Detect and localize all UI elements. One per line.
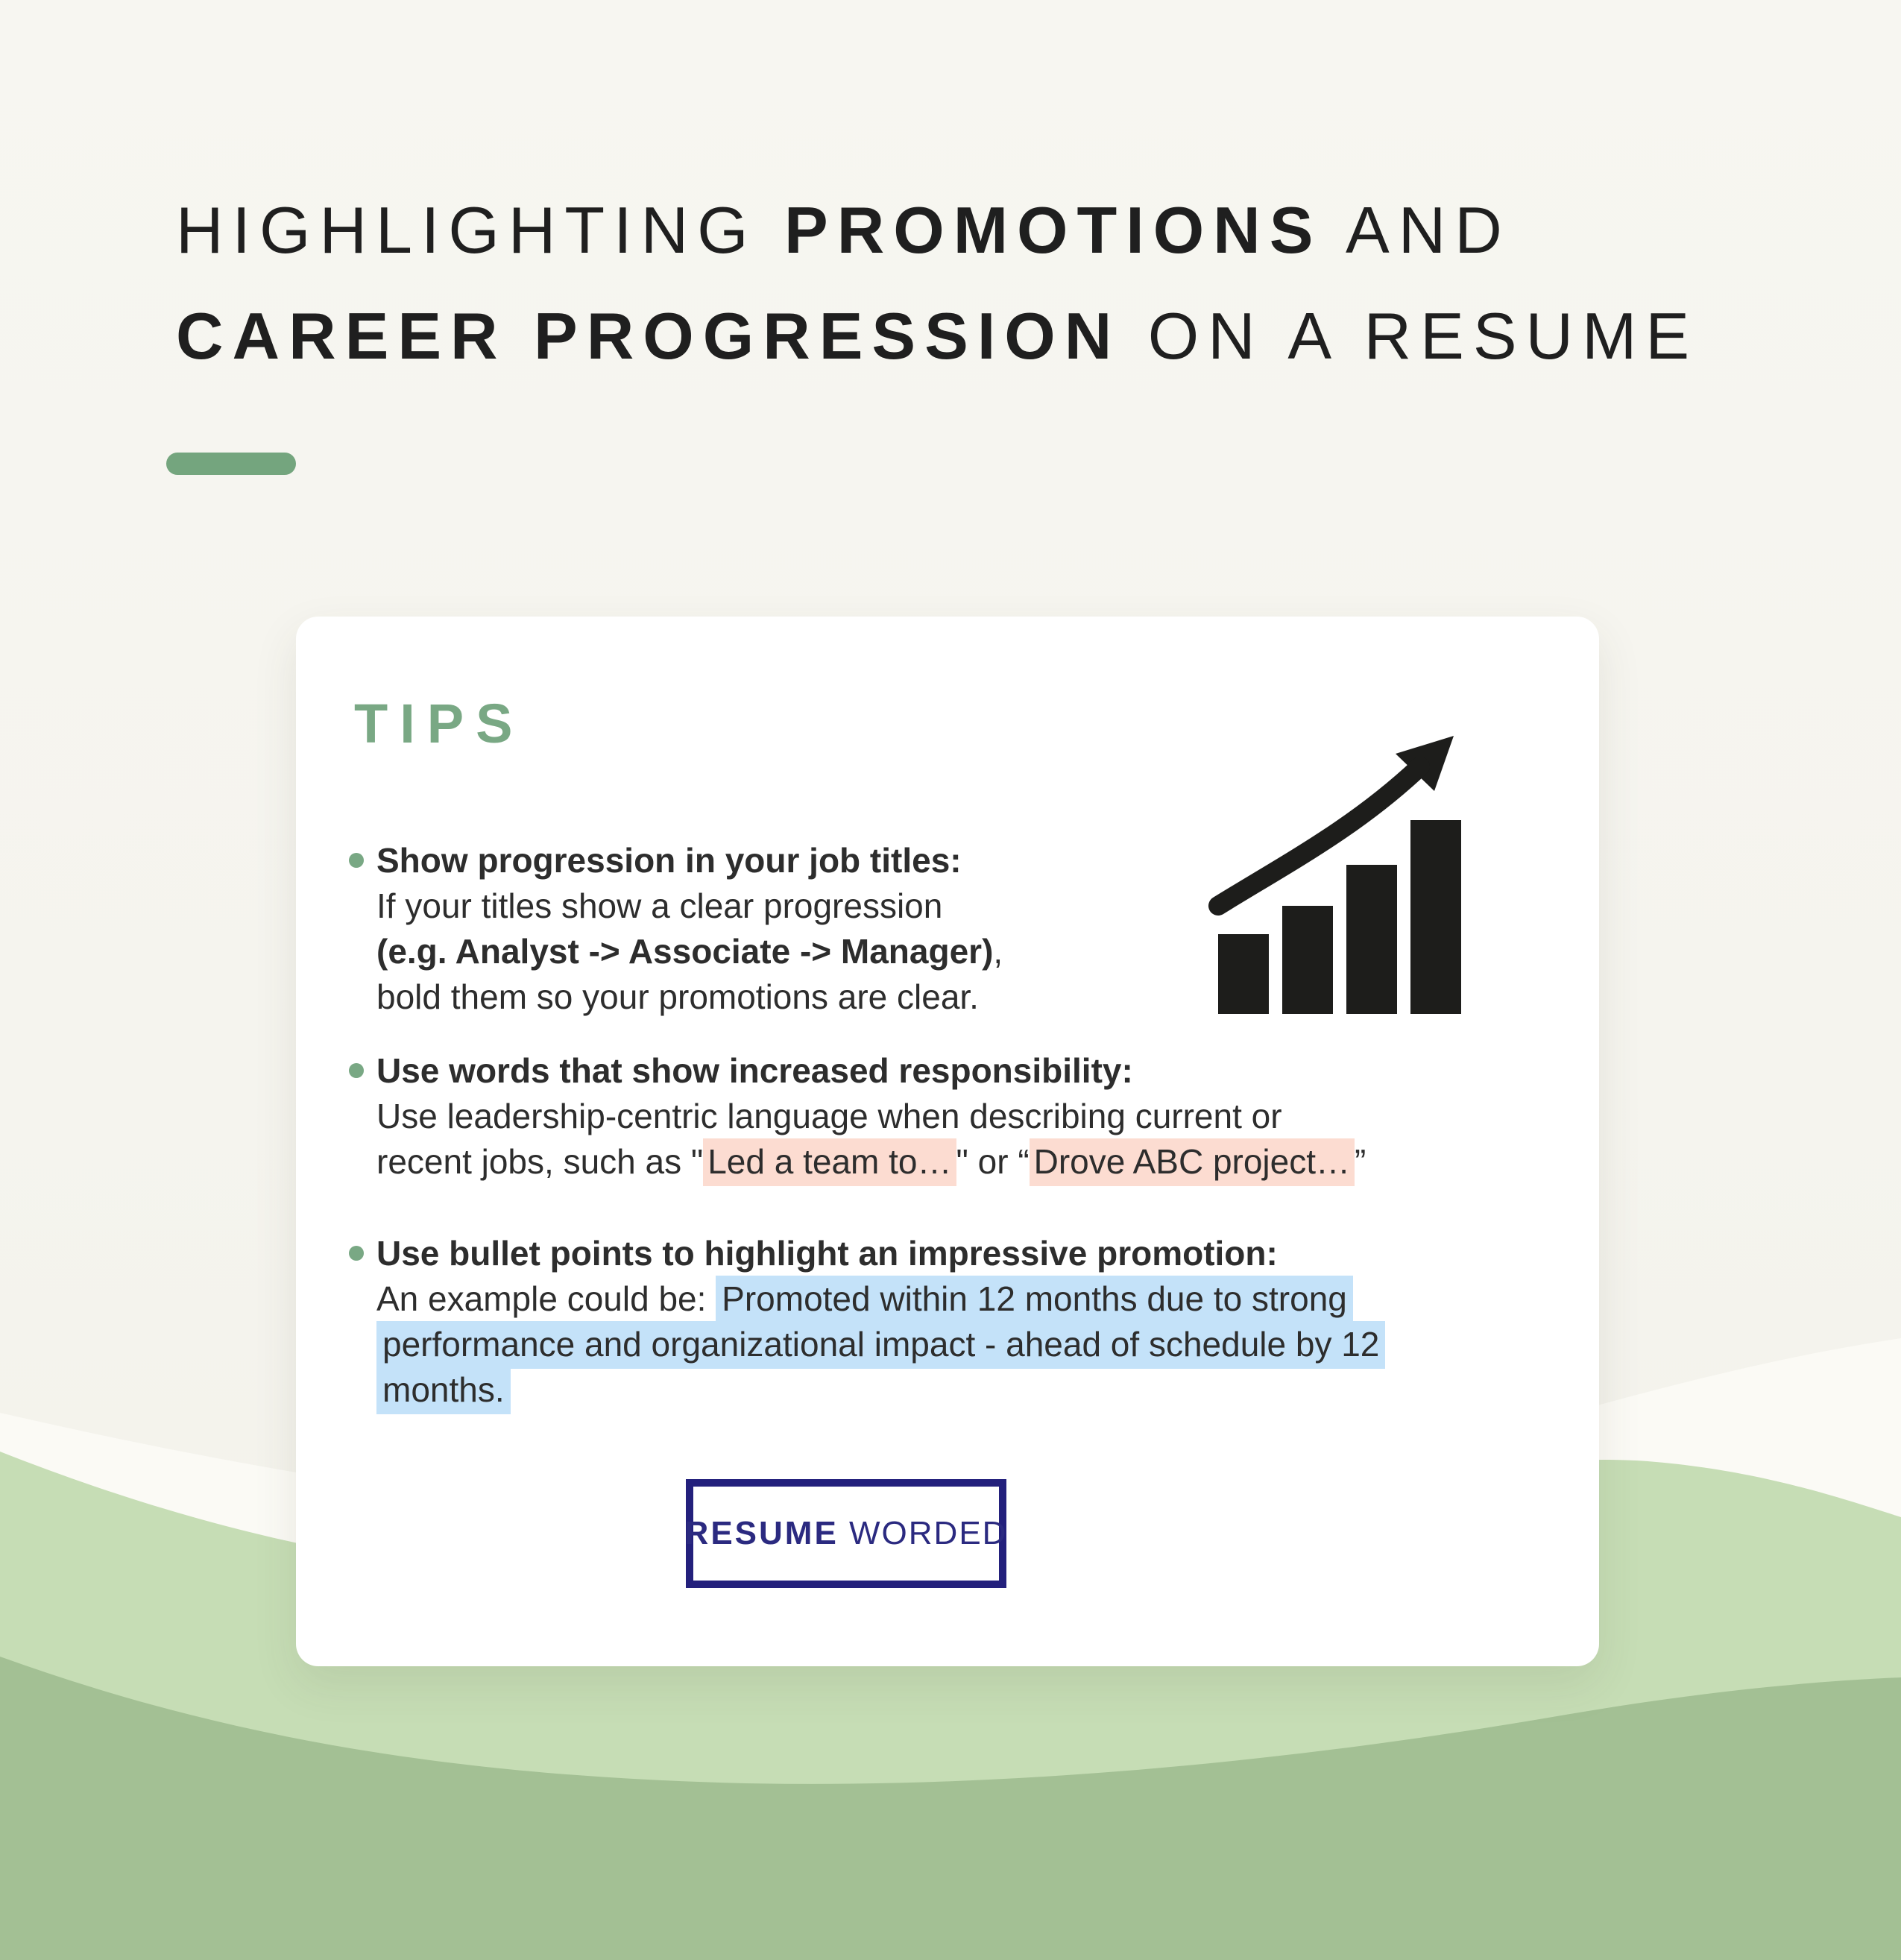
text-segment: RESUME (684, 1515, 839, 1551)
text-segment: (e.g. Analyst -> Associate -> Manager) (376, 932, 994, 971)
text-segment: Use bullet points to highlight an impressive promotion: (376, 1234, 1278, 1273)
text-segment: An example could be: (376, 1279, 716, 1318)
bullet-line (376, 974, 1584, 1020)
text-segment: recent jobs, such as " (376, 1142, 704, 1181)
tips-heading: TIPS (354, 693, 525, 754)
text-segment: WORDED (838, 1515, 1008, 1551)
text-segment: " or “ (956, 1142, 1030, 1181)
text-segment: ON A RESUME (1120, 299, 1699, 373)
bullet-dot-icon (349, 1246, 364, 1261)
brand-badge (686, 1479, 1006, 1588)
text-segment: Show progression in your job titles: (376, 841, 962, 880)
bullet-line (376, 838, 1584, 883)
text-segment: Led a team to… (703, 1138, 956, 1186)
bullet-line (376, 1048, 1584, 1094)
text-segment: If your titles show a clear progression (376, 886, 943, 925)
bullet-item-impressive-promotion (376, 1231, 1584, 1413)
bullet-line (376, 1276, 1584, 1322)
text-segment: , (993, 932, 1003, 971)
text-segment: Use leadership-centric language when describing current or (376, 1097, 1282, 1135)
bullet-item-job-titles (376, 838, 1584, 1020)
bullet-line (376, 1367, 1584, 1413)
text-segment: Promoted within 12 months due to strong (716, 1276, 1353, 1323)
bullet-line (376, 883, 1584, 929)
bullet-item-responsibility (376, 1048, 1584, 1185)
text-segment: months. (376, 1367, 511, 1414)
bullet-line (376, 929, 1584, 974)
bullet-dot-icon (349, 1063, 364, 1078)
bullet-dot-icon (349, 853, 364, 868)
bullet-line (376, 1231, 1584, 1276)
bullet-line (376, 1139, 1584, 1185)
text-segment: bold them so your promotions are clear. (376, 977, 979, 1016)
text-segment: performance and organizational impact - ahead of schedule by 12 (376, 1321, 1385, 1369)
bullet-line (376, 1322, 1584, 1367)
text-segment: HIGHLIGHTING (176, 193, 785, 267)
brand-badge-label (685, 1515, 1008, 1552)
text-segment: AND (1322, 193, 1511, 267)
text-segment: Use words that show increased responsibility: (376, 1051, 1133, 1090)
text-segment: Drove ABC project… (1030, 1138, 1355, 1186)
text-segment: PROMOTIONS (784, 193, 1322, 267)
text-segment: CAREER PROGRESSION (176, 299, 1121, 373)
bullet-line (376, 1094, 1584, 1139)
text-segment: ” (1355, 1142, 1366, 1181)
